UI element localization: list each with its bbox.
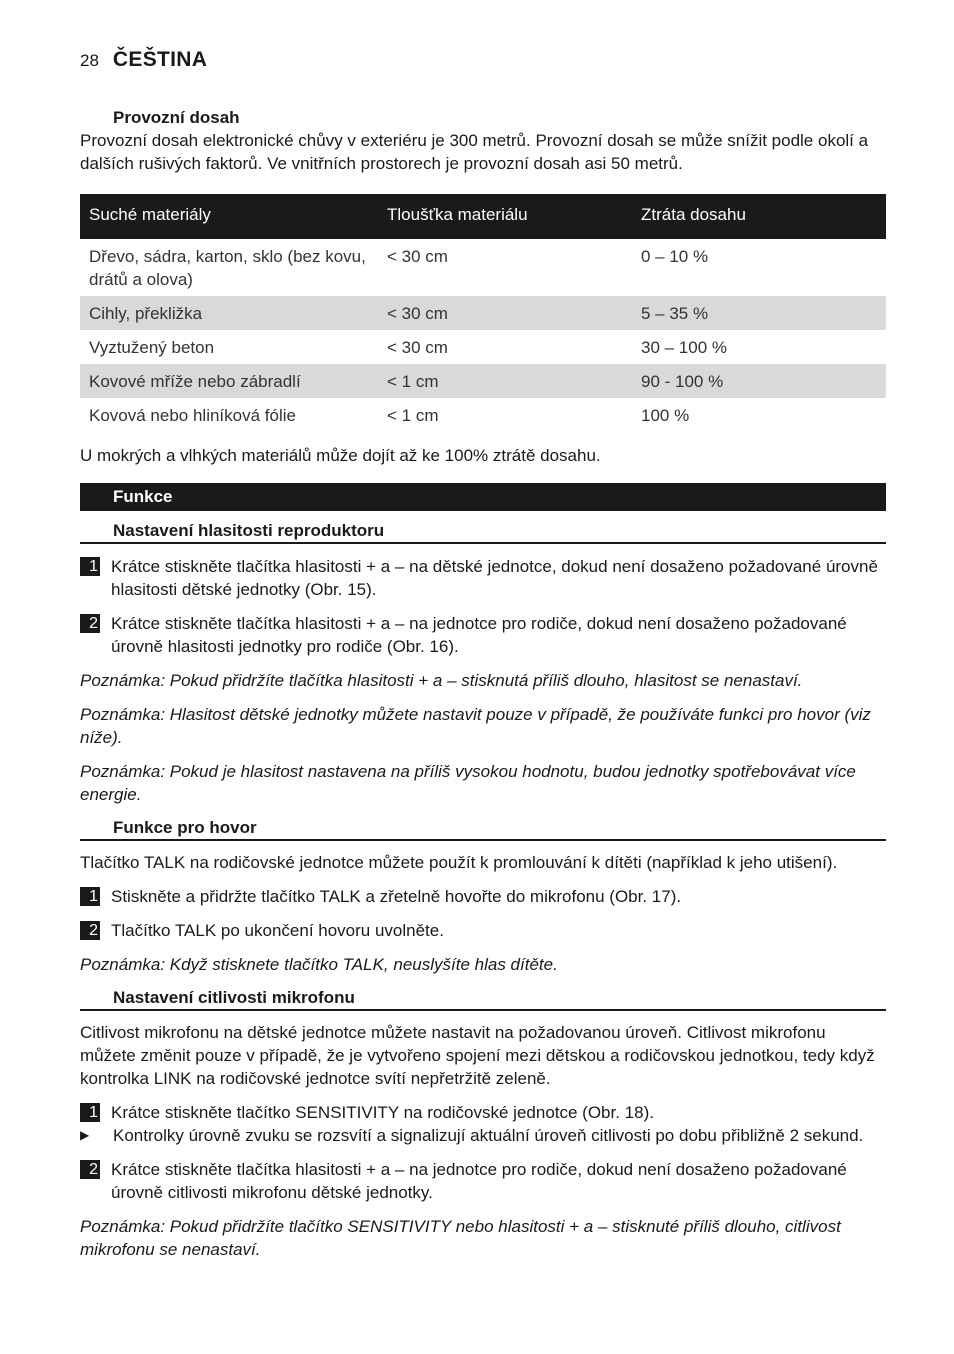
table-row (80, 398, 886, 432)
result-item (80, 1124, 886, 1147)
table-cell: < 1 cm (378, 364, 632, 398)
step-item (80, 919, 886, 942)
table-header-row (80, 194, 886, 239)
sensitivity-heading: Nastavení citlivosti mikrofonu (80, 986, 886, 1011)
talk-text: Tlačítko TALK na rodičovské jednotce můžete použít k promlouvání k dítěti (například k jeho utišení). (80, 853, 838, 872)
section-heading-functions: Funkce (80, 483, 886, 511)
talk-heading: Funkce pro hovor (80, 816, 886, 841)
table-cell: < 30 cm (378, 296, 632, 330)
note: Poznámka: Pokud přidržíte tlačítko SENSITIVITY nebo hlasitosti + a – stisknuté příliš dlouho, citlivost mikrofonu se nenastaví. (80, 1217, 841, 1259)
table-cell: 30 – 100 % (641, 338, 728, 357)
step-number: 2 (80, 1160, 100, 1179)
note: Poznámka: Pokud přidržíte tlačítka hlasitosti + a – stisknutá příliš dlouho, hlasitost se nenastaví. (80, 671, 803, 690)
step-item (80, 1158, 886, 1204)
step-number: 2 (80, 614, 100, 633)
range-table (80, 194, 886, 432)
step-text: Krátce stiskněte tlačítka hlasitosti + a – na jednotce pro rodiče, dokud není dosaženo požadované úrovně citlivosti mikrofonu dětské jednotky. (111, 1160, 847, 1202)
table-cell: Kovová nebo hliníková fólie (89, 406, 296, 425)
step-item (80, 885, 886, 908)
table-cell: < 1 cm (387, 406, 439, 425)
arrow-bullet-icon: ▶ (80, 1128, 90, 1142)
table-header-cell: Ztráta dosahu (632, 194, 886, 239)
table-row (80, 330, 886, 364)
step-item (80, 612, 886, 658)
step-item (80, 555, 886, 601)
language-title: ČEŠTINA (112, 48, 208, 71)
step-number: 1 (80, 887, 100, 906)
table-cell: < 30 cm (387, 247, 448, 266)
table-cell: < 30 cm (387, 338, 448, 357)
table-cell: Dřevo, sádra, karton, sklo (bez kovu, drátů a olova) (89, 247, 366, 289)
table-cell: Vyztužený beton (89, 338, 215, 357)
range-heading: Provozní dosah (113, 108, 240, 127)
table-cell: 90 - 100 % (632, 364, 886, 398)
step-text: Krátce stiskněte tlačítka hlasitosti + a – na jednotce pro rodiče, dokud není dosaženo požadované úrovně hlasitosti jednotky pro rodiče (Obr. 16). (111, 614, 847, 656)
table-cell: Cihly, překližka (80, 296, 378, 330)
result-text: Kontrolky úrovně zvuku se rozsvítí a signalizují aktuální úroveň citlivosti po dobu přibližně 2 sekund. (113, 1126, 864, 1145)
range-text: Provozní dosah elektronické chůvy v exteriéru je 300 metrů. Provozní dosah se může snížit podle okolí a dalších rušivých faktorů. Ve vnitřních prostorech je provozní dosah asi 50 metrů. (80, 131, 869, 173)
step-text: Krátce stiskněte tlačítko SENSITIVITY na rodičovské jednotce (Obr. 18). (111, 1103, 654, 1122)
page-number: 28 (80, 51, 99, 70)
page-header (80, 48, 207, 74)
note: Poznámka: Když stisknete tlačítko TALK, neuslyšíte hlas dítěte. (80, 955, 558, 974)
note: Poznámka: Pokud je hlasitost nastavena na příliš vysokou hodnotu, budou jednotky spotřebovávat více energie. (80, 762, 856, 804)
table-cell: 0 – 10 % (641, 247, 709, 266)
step-text: Krátce stiskněte tlačítka hlasitosti + a – na dětské jednotce, dokud není dosaženo požadované úrovně hlasitosti dětské jednotky (Obr. 15). (111, 557, 878, 599)
table-row (80, 239, 886, 296)
table-cell: 100 % (641, 406, 690, 425)
table-header-cell: Tloušťka materiálu (378, 194, 632, 239)
step-item (80, 1101, 886, 1124)
volume-heading: Nastavení hlasitosti reproduktoru (80, 519, 886, 544)
table-cell: 5 – 35 % (632, 296, 886, 330)
table-header-cell: Suché materiály (80, 194, 378, 239)
step-number: 1 (80, 557, 100, 576)
page-content (80, 106, 886, 1261)
step-text: Stiskněte a přidržte tlačítko TALK a zřetelně hovořte do mikrofonu (Obr. 17). (111, 887, 682, 906)
note: Poznámka: Hlasitost dětské jednotky můžete nastavit pouze v případě, že používáte funkci pro hovor (viz níže). (80, 705, 871, 747)
step-number: 1 (80, 1103, 100, 1122)
table-cell: Kovové mříže nebo zábradlí (80, 364, 378, 398)
wet-materials-text: U mokrých a vlhkých materiálů může dojít až ke 100% ztrátě dosahu. (80, 446, 601, 465)
table-row (80, 296, 886, 330)
sensitivity-text: Citlivost mikrofonu na dětské jednotce můžete nastavit na požadovanou úroveň. Citlivost mikrofonu můžete změnit pouze v případě, že je vytvořeno spojení mezi dětskou a rodičovskou jednotkou, tedy když kontrolka LINK na rodičovské jednotce svítí nepřetržitě zeleně. (80, 1023, 875, 1088)
step-text: Tlačítko TALK po ukončení hovoru uvolněte. (111, 921, 444, 940)
step-number: 2 (80, 921, 100, 940)
table-row (80, 364, 886, 398)
